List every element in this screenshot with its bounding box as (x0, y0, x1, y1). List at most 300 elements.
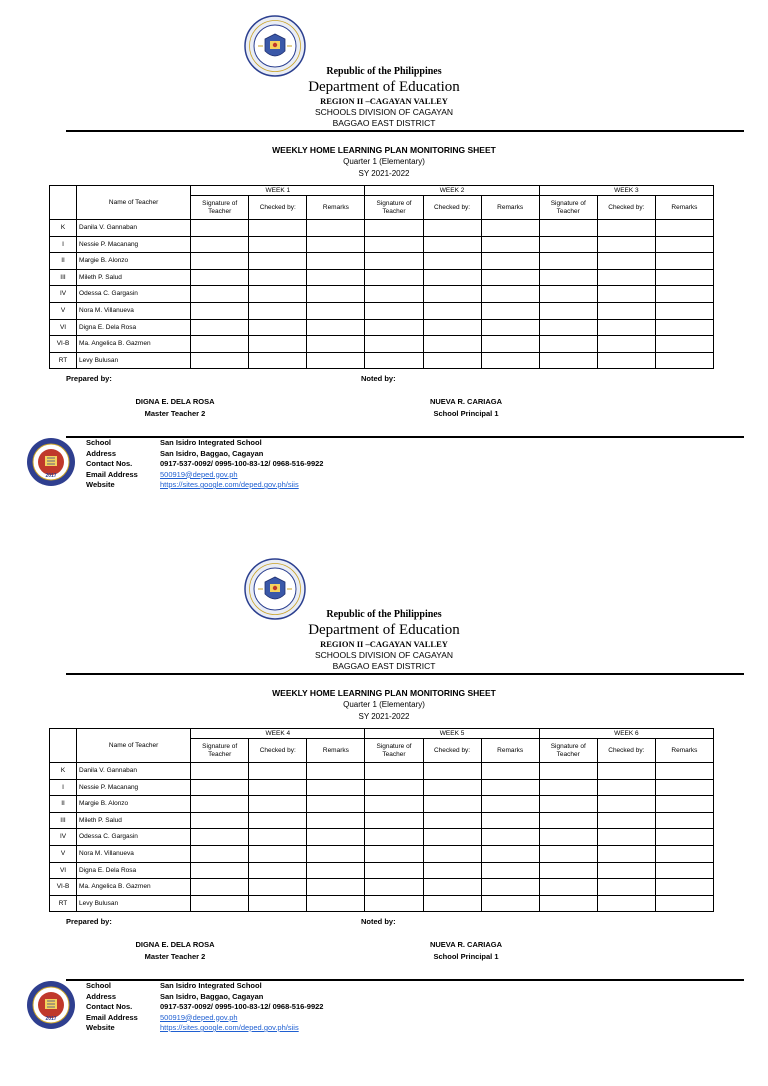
blank-entry-cell[interactable] (423, 829, 481, 846)
blank-entry-cell[interactable] (597, 812, 655, 829)
blank-entry-cell[interactable] (481, 862, 539, 879)
blank-entry-cell[interactable] (423, 895, 481, 912)
blank-entry-cell[interactable] (481, 879, 539, 896)
blank-entry-cell[interactable] (597, 845, 655, 862)
blank-entry-cell[interactable] (597, 829, 655, 846)
blank-entry-cell[interactable] (249, 796, 307, 813)
remarks-column-header: Remarks (307, 196, 365, 220)
blank-entry-cell[interactable] (481, 352, 539, 369)
signature-column-header: Signature of Teacher (539, 739, 597, 763)
blank-entry-cell[interactable] (191, 286, 249, 303)
logo-year: 2017 (45, 473, 57, 479)
table-row (50, 269, 714, 286)
blank-entry-cell[interactable] (423, 763, 481, 780)
week-header: WEEK 2 (365, 186, 539, 196)
blank-entry-cell[interactable] (191, 796, 249, 813)
blank-entry-cell[interactable] (423, 220, 481, 237)
blank-entry-cell[interactable] (249, 829, 307, 846)
blank-entry-cell[interactable] (539, 286, 597, 303)
blank-entry-cell[interactable] (539, 319, 597, 336)
blank-entry-cell[interactable] (249, 269, 307, 286)
republic-text: Republic of the Philippines (326, 609, 442, 620)
table-row (50, 319, 714, 336)
table-row (50, 845, 714, 862)
department-title: Department of Education (308, 622, 460, 638)
checked-by-column-header: Checked by: (423, 739, 481, 763)
blank-entry-cell[interactable] (655, 352, 713, 369)
school-value: San Isidro Integrated School (160, 981, 262, 990)
remarks-column-header: Remarks (481, 739, 539, 763)
blank-entry-cell[interactable] (191, 829, 249, 846)
contact-label: Contact Nos. (86, 459, 133, 468)
district-text: BAGGAO EAST DISTRICT (332, 661, 436, 671)
blank-entry-cell[interactable] (191, 812, 249, 829)
blank-entry-cell[interactable] (307, 236, 365, 253)
blank-entry-cell[interactable] (307, 336, 365, 353)
signature-column-header: Signature of Teacher (191, 196, 249, 220)
blank-entry-cell[interactable] (191, 763, 249, 780)
blank-entry-cell[interactable] (423, 796, 481, 813)
contact-value: 0917-537-0092/ 0995-100-83-12/ 0968-516-9922 (160, 1002, 324, 1011)
blank-entry-cell[interactable] (249, 286, 307, 303)
noted-by-name: NUEVA R. CARIAGA (429, 397, 503, 406)
blank-entry-cell[interactable] (481, 895, 539, 912)
blank-entry-cell[interactable] (191, 319, 249, 336)
department-title: Department of Education (308, 79, 460, 95)
address-value: San Isidro, Baggao, Cagayan (160, 991, 264, 1001)
blank-entry-cell[interactable] (655, 220, 713, 237)
grade-cell: K (50, 220, 77, 237)
blank-entry-cell[interactable] (249, 253, 307, 270)
blank-entry-cell[interactable] (365, 236, 423, 253)
grade-cell: V (50, 302, 77, 319)
blank-entry-cell[interactable] (191, 845, 249, 862)
grade-cell: K (50, 763, 77, 780)
checked-by-column-header: Checked by: (249, 739, 307, 763)
prepared-by-name: DIGNA E. DELA ROSA (135, 397, 215, 406)
table-row (50, 763, 714, 780)
website-label: Website (86, 480, 115, 489)
grade-cell: III (50, 269, 77, 286)
blank-entry-cell[interactable] (365, 286, 423, 303)
blank-entry-cell[interactable] (539, 220, 597, 237)
blank-entry-cell[interactable] (655, 779, 713, 796)
blank-entry-cell[interactable] (481, 302, 539, 319)
blank-entry-cell[interactable] (655, 336, 713, 353)
remarks-column-header: Remarks (655, 739, 713, 763)
blank-entry-cell[interactable] (539, 302, 597, 319)
header-divider (66, 673, 744, 675)
grade-cell: RT (50, 895, 77, 912)
quarter-text: Quarter 1 (Elementary) (343, 157, 425, 166)
blank-entry-cell[interactable] (423, 352, 481, 369)
checked-by-column-header: Checked by: (423, 196, 481, 220)
table-row (50, 895, 714, 912)
blank-entry-cell[interactable] (249, 895, 307, 912)
blank-entry-cell[interactable] (539, 879, 597, 896)
blank-entry-cell[interactable] (597, 879, 655, 896)
blank-entry-cell[interactable] (249, 352, 307, 369)
teacher-name-cell: Digna E. Dela Rosa (77, 862, 191, 879)
blank-entry-cell[interactable] (539, 763, 597, 780)
email-row (86, 1013, 323, 1024)
blank-entry-cell[interactable] (307, 829, 365, 846)
blank-entry-cell[interactable] (481, 286, 539, 303)
blank-entry-cell[interactable] (481, 253, 539, 270)
school-label: School (86, 438, 112, 447)
signature-column-header: Signature of Teacher (191, 739, 249, 763)
teacher-column-header: Name of Teacher (77, 729, 191, 763)
blank-entry-cell[interactable] (191, 336, 249, 353)
contact-value: 0917-537-0092/ 0995-100-83-12/ 0968-516-9922 (160, 459, 324, 468)
email-row (86, 470, 323, 481)
region-text: REGION II –CAGAYAN VALLEY (320, 96, 448, 106)
school-label: School (86, 981, 112, 990)
blank-entry-cell[interactable] (307, 763, 365, 780)
school-year-text: SY 2021-2022 (358, 169, 410, 178)
blank-entry-cell[interactable] (191, 779, 249, 796)
blank-entry-cell[interactable] (249, 319, 307, 336)
blank-entry-cell[interactable] (539, 862, 597, 879)
blank-entry-cell[interactable] (539, 779, 597, 796)
monitoring-table (49, 185, 714, 369)
prepared-by-name: DIGNA E. DELA ROSA (135, 940, 215, 949)
blank-entry-cell[interactable] (365, 220, 423, 237)
blank-entry-cell[interactable] (423, 812, 481, 829)
blank-entry-cell[interactable] (365, 779, 423, 796)
table-row (50, 253, 714, 270)
grade-cell: IV (50, 829, 77, 846)
table-row (50, 879, 714, 896)
website-label: Website (86, 1023, 115, 1032)
school-logo-icon (26, 980, 76, 1030)
grade-cell: RT (50, 352, 77, 369)
blank-entry-cell[interactable] (307, 812, 365, 829)
blank-entry-cell[interactable] (539, 829, 597, 846)
blank-entry-cell[interactable] (423, 302, 481, 319)
blank-entry-cell[interactable] (597, 352, 655, 369)
website-row (86, 1023, 323, 1034)
blank-entry-cell[interactable] (365, 253, 423, 270)
blank-entry-cell[interactable] (423, 269, 481, 286)
blank-entry-cell[interactable] (655, 845, 713, 862)
blank-entry-cell[interactable] (539, 796, 597, 813)
grade-cell: I (50, 779, 77, 796)
contact-row (86, 1002, 323, 1013)
school-row (86, 438, 323, 449)
blank-entry-cell[interactable] (597, 236, 655, 253)
prepared-by-label: Prepared by: (66, 374, 112, 383)
noted-by-role: School Principal 1 (433, 952, 499, 961)
blank-entry-cell[interactable] (597, 779, 655, 796)
blank-entry-cell[interactable] (365, 336, 423, 353)
address-label: Address (86, 448, 117, 458)
blank-entry-cell[interactable] (423, 236, 481, 253)
blank-entry-cell[interactable] (365, 319, 423, 336)
blank-entry-cell[interactable] (191, 269, 249, 286)
email-link[interactable]: 500919@deped.gov.ph (160, 469, 238, 479)
blank-entry-cell[interactable] (365, 895, 423, 912)
address-value: San Isidro, Baggao, Cagayan (160, 448, 264, 458)
blank-entry-cell[interactable] (655, 895, 713, 912)
teacher-name-cell: Margie B. Alonzo (77, 253, 191, 270)
blank-entry-cell[interactable] (191, 253, 249, 270)
blank-entry-cell[interactable] (307, 895, 365, 912)
blank-entry-cell[interactable] (191, 352, 249, 369)
blank-entry-cell[interactable] (365, 845, 423, 862)
teacher-name-cell: Nora M. Villanueva (77, 845, 191, 862)
remarks-column-header: Remarks (655, 196, 713, 220)
division-text: SCHOOLS DIVISION OF CAGAYAN (314, 107, 454, 117)
blank-entry-cell[interactable] (655, 319, 713, 336)
blank-entry-cell[interactable] (539, 236, 597, 253)
teacher-name-cell: Odessa C. Gargasin (77, 829, 191, 846)
monitoring-table (49, 728, 714, 912)
blank-entry-cell[interactable] (655, 829, 713, 846)
blank-entry-cell[interactable] (423, 845, 481, 862)
blank-entry-cell[interactable] (481, 236, 539, 253)
blank-entry-cell[interactable] (307, 879, 365, 896)
teacher-column-header: Name of Teacher (77, 186, 191, 220)
prepared-by-role: Master Teacher 2 (144, 409, 206, 418)
table-row (50, 812, 714, 829)
region-text: REGION II –CAGAYAN VALLEY (320, 639, 448, 649)
grade-cell: VI-B (50, 879, 77, 896)
blank-entry-cell[interactable] (191, 879, 249, 896)
email-label: Email Address (86, 469, 138, 479)
blank-entry-cell[interactable] (423, 879, 481, 896)
grade-cell: VI-B (50, 336, 77, 353)
contact-row (86, 459, 323, 470)
signature-column-header: Signature of Teacher (539, 196, 597, 220)
district-text: BAGGAO EAST DISTRICT (332, 118, 436, 128)
blank-entry-cell[interactable] (481, 829, 539, 846)
blank-entry-cell[interactable] (365, 302, 423, 319)
blank-entry-cell[interactable] (423, 336, 481, 353)
blank-entry-cell[interactable] (365, 269, 423, 286)
blank-entry-cell[interactable] (307, 779, 365, 796)
teacher-name-cell: Nora M. Villanueva (77, 302, 191, 319)
sheet-title: WEEKLY HOME LEARNING PLAN MONITORING SHEET (272, 145, 496, 155)
teacher-name-cell: Danila V. Gannaban (77, 220, 191, 237)
blank-entry-cell[interactable] (249, 220, 307, 237)
week-header: WEEK 1 (191, 186, 365, 196)
blank-entry-cell[interactable] (365, 763, 423, 780)
prepared-by-label: Prepared by: (66, 917, 112, 926)
grade-cell: I (50, 236, 77, 253)
logo-year: 2017 (45, 1016, 57, 1022)
blank-entry-cell[interactable] (423, 286, 481, 303)
blank-entry-cell[interactable] (249, 236, 307, 253)
checked-by-column-header: Checked by: (597, 739, 655, 763)
blank-entry-cell[interactable] (191, 862, 249, 879)
school-year-text: SY 2021-2022 (358, 712, 410, 721)
blank-entry-cell[interactable] (365, 879, 423, 896)
blank-entry-cell[interactable] (655, 862, 713, 879)
blank-entry-cell[interactable] (423, 253, 481, 270)
division-text: SCHOOLS DIVISION OF CAGAYAN (314, 650, 454, 660)
blank-entry-cell[interactable] (307, 845, 365, 862)
blank-entry-cell[interactable] (249, 862, 307, 879)
table-row (50, 286, 714, 303)
teacher-name-cell: Ma. Angelica B. Gazmen (77, 336, 191, 353)
website-row (86, 480, 323, 491)
teacher-name-cell: Mileth P. Salud (77, 812, 191, 829)
blank-entry-cell[interactable] (597, 796, 655, 813)
blank-entry-cell[interactable] (423, 319, 481, 336)
blank-entry-cell[interactable] (307, 319, 365, 336)
blank-entry-cell[interactable] (597, 319, 655, 336)
table-row (50, 862, 714, 879)
blank-entry-cell[interactable] (249, 812, 307, 829)
blank-entry-cell[interactable] (423, 862, 481, 879)
week-header: WEEK 5 (365, 729, 539, 739)
blank-entry-cell[interactable] (307, 862, 365, 879)
noted-by-label: Noted by: (361, 374, 396, 383)
blank-entry-cell[interactable] (655, 763, 713, 780)
blank-entry-cell[interactable] (249, 302, 307, 319)
blank-entry-cell[interactable] (539, 895, 597, 912)
teacher-name-cell: Levy Bulusan (77, 895, 191, 912)
teacher-name-cell: Mileth P. Salud (77, 269, 191, 286)
blank-entry-cell[interactable] (597, 269, 655, 286)
signature-column-header: Signature of Teacher (365, 739, 423, 763)
noted-by-name: NUEVA R. CARIAGA (429, 940, 503, 949)
header-divider (66, 130, 744, 132)
blank-entry-cell[interactable] (365, 829, 423, 846)
blank-entry-cell[interactable] (597, 220, 655, 237)
blank-entry-cell[interactable] (249, 336, 307, 353)
monitoring-sheet-page-2 (0, 543, 768, 1086)
website-link[interactable]: https://sites.google.com/deped.gov.ph/siis (160, 480, 299, 489)
teacher-name-cell: Digna E. Dela Rosa (77, 319, 191, 336)
blank-entry-cell[interactable] (481, 796, 539, 813)
sheet-title: WEEKLY HOME LEARNING PLAN MONITORING SHEET (272, 688, 496, 698)
blank-entry-cell[interactable] (307, 269, 365, 286)
table-row (50, 796, 714, 813)
blank-entry-cell[interactable] (307, 220, 365, 237)
quarter-text: Quarter 1 (Elementary) (343, 700, 425, 709)
noted-by-label: Noted by: (361, 917, 396, 926)
school-logo-icon (26, 437, 76, 487)
blank-entry-cell[interactable] (539, 253, 597, 270)
blank-entry-cell[interactable] (307, 286, 365, 303)
blank-entry-cell[interactable] (655, 286, 713, 303)
week-header: WEEK 3 (539, 186, 713, 196)
blank-entry-cell[interactable] (365, 862, 423, 879)
blank-entry-cell[interactable] (597, 336, 655, 353)
table-row (50, 829, 714, 846)
blank-entry-cell[interactable] (307, 253, 365, 270)
blank-entry-cell[interactable] (655, 796, 713, 813)
blank-entry-cell[interactable] (539, 845, 597, 862)
email-link[interactable]: 500919@deped.gov.ph (160, 1012, 238, 1022)
contact-label: Contact Nos. (86, 1002, 133, 1011)
blank-entry-cell[interactable] (655, 302, 713, 319)
blank-entry-cell[interactable] (481, 269, 539, 286)
blank-entry-cell[interactable] (597, 286, 655, 303)
teacher-name-cell: Nessie P. Macanang (77, 236, 191, 253)
blank-entry-cell[interactable] (191, 895, 249, 912)
table-row (50, 336, 714, 353)
address-row (86, 449, 323, 460)
table-row (50, 236, 714, 253)
grade-cell: IV (50, 286, 77, 303)
blank-entry-cell[interactable] (249, 879, 307, 896)
blank-entry-cell[interactable] (423, 779, 481, 796)
address-row (86, 992, 323, 1003)
grade-cell: VI (50, 319, 77, 336)
blank-entry-cell[interactable] (481, 763, 539, 780)
blank-entry-cell[interactable] (655, 253, 713, 270)
blank-entry-cell[interactable] (481, 220, 539, 237)
blank-entry-cell[interactable] (539, 336, 597, 353)
week-header: WEEK 4 (191, 729, 365, 739)
address-label: Address (86, 991, 117, 1001)
blank-entry-cell[interactable] (597, 763, 655, 780)
blank-entry-cell[interactable] (655, 269, 713, 286)
blank-entry-cell[interactable] (365, 812, 423, 829)
blank-entry-cell[interactable] (597, 862, 655, 879)
blank-entry-cell[interactable] (539, 269, 597, 286)
blank-entry-cell[interactable] (365, 796, 423, 813)
remarks-column-header: Remarks (307, 739, 365, 763)
blank-entry-cell[interactable] (191, 302, 249, 319)
grade-column-header (50, 729, 77, 763)
grade-cell: VI (50, 862, 77, 879)
blank-entry-cell[interactable] (249, 763, 307, 780)
republic-text: Republic of the Philippines (326, 66, 442, 77)
grade-cell: V (50, 845, 77, 862)
blank-entry-cell[interactable] (191, 236, 249, 253)
blank-entry-cell[interactable] (655, 236, 713, 253)
blank-entry-cell[interactable] (365, 352, 423, 369)
table-row (50, 302, 714, 319)
teacher-name-cell: Nessie P. Macanang (77, 779, 191, 796)
grade-column-header (50, 186, 77, 220)
blank-entry-cell[interactable] (597, 302, 655, 319)
blank-entry-cell[interactable] (481, 812, 539, 829)
blank-entry-cell[interactable] (307, 352, 365, 369)
grade-cell: II (50, 253, 77, 270)
teacher-name-cell: Danila V. Gannaban (77, 763, 191, 780)
blank-entry-cell[interactable] (307, 302, 365, 319)
blank-entry-cell[interactable] (655, 879, 713, 896)
blank-entry-cell[interactable] (539, 352, 597, 369)
blank-entry-cell[interactable] (481, 319, 539, 336)
blank-entry-cell[interactable] (249, 845, 307, 862)
website-link[interactable]: https://sites.google.com/deped.gov.ph/siis (160, 1023, 299, 1032)
blank-entry-cell[interactable] (597, 253, 655, 270)
blank-entry-cell[interactable] (655, 812, 713, 829)
checked-by-column-header: Checked by: (597, 196, 655, 220)
table-row (50, 352, 714, 369)
prepared-by-role: Master Teacher 2 (144, 952, 206, 961)
grade-cell: III (50, 812, 77, 829)
blank-entry-cell[interactable] (191, 220, 249, 237)
blank-entry-cell[interactable] (597, 895, 655, 912)
email-label: Email Address (86, 1012, 138, 1022)
blank-entry-cell[interactable] (539, 812, 597, 829)
blank-entry-cell[interactable] (481, 779, 539, 796)
blank-entry-cell[interactable] (481, 845, 539, 862)
week-header: WEEK 6 (539, 729, 713, 739)
blank-entry-cell[interactable] (481, 336, 539, 353)
school-value: San Isidro Integrated School (160, 438, 262, 447)
remarks-column-header: Remarks (481, 196, 539, 220)
blank-entry-cell[interactable] (307, 796, 365, 813)
blank-entry-cell[interactable] (249, 779, 307, 796)
